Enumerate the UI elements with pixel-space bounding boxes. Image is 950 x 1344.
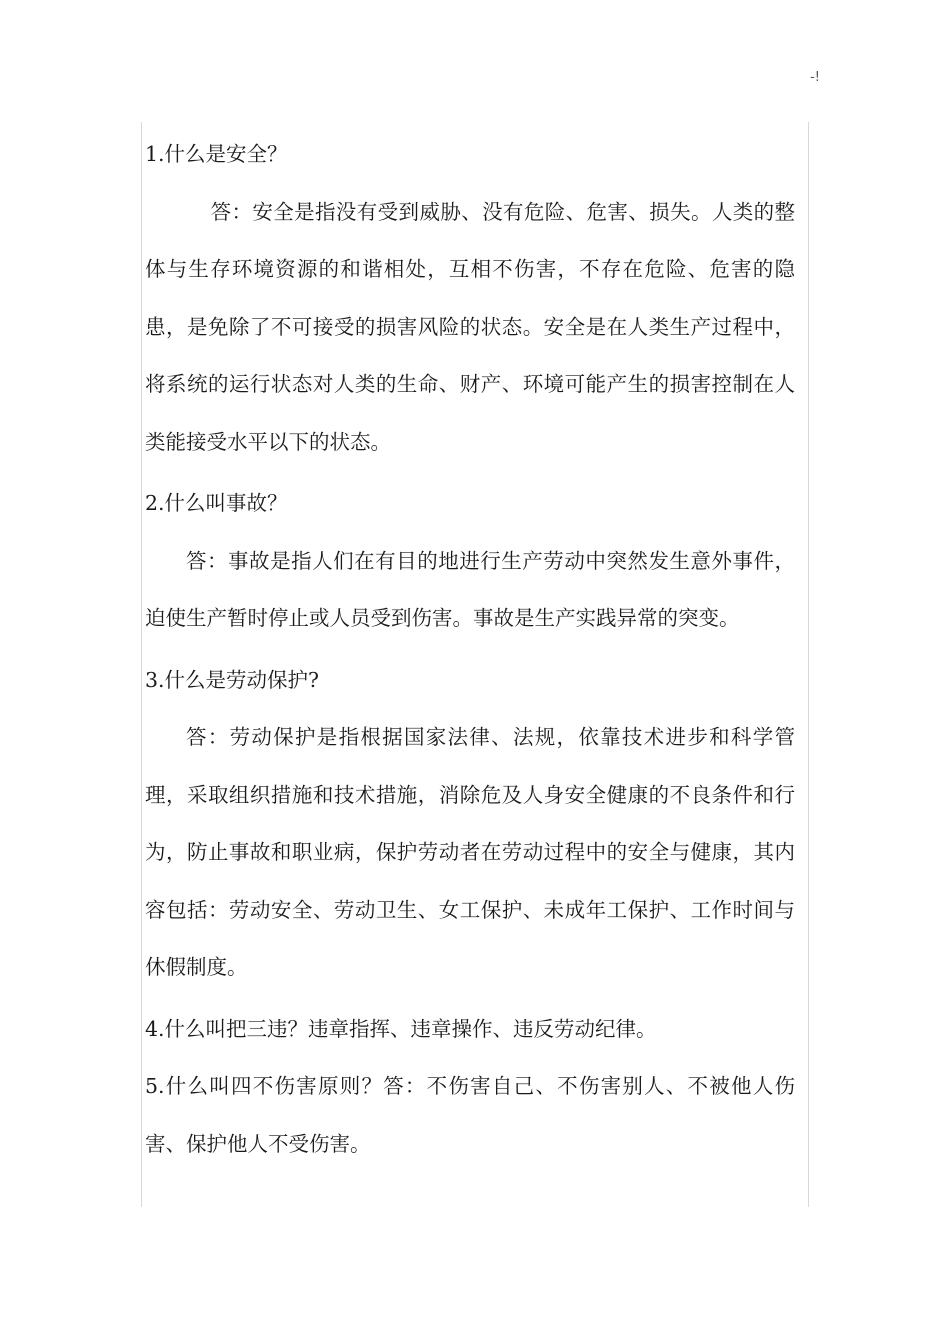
- question-4: 4.什么叫把三违？违章指挥、违章操作、违反劳动纪律。: [145, 1016, 657, 1041]
- document-frame: [141, 122, 809, 1207]
- question-2: 2.什么叫事故？: [145, 491, 288, 515]
- answer-2: 答：事故是指人们在有目的地进行生产劳动中突然发生意外事件，迫使生产暂时停止或人员受到伤害。事故是生产实践异常的突变。: [145, 548, 795, 630]
- question-5: 5.什么叫四不伤害原则？答：不伤害自己、不伤害别人、不被他人伤害、保护他人不受伤害。: [145, 1074, 795, 1156]
- page-mark: -!: [810, 70, 820, 85]
- question-3: 3.什么是劳动保护?: [145, 667, 320, 692]
- document-body: [145, 122, 795, 1173]
- answer-1: 答：安全是指没有受到威胁、没有危险、危害、损失。人类的整体与生存环境资源的和谐相处，互相不伤害，不存在危险、危害的隐患，是免除了不可接受的损害风险的状态。安全是在人类生产过程中，将系统的运行状态对人类的生命、财产、环境可能产生的损害控制在人类能接受水平以下的状态。: [145, 199, 795, 454]
- answer-3: 答：劳动保护是指根据国家法律、法规，依靠技术进步和科学管理，采取组织措施和技术措施，消除危及人身安全健康的不良条件和行为，防止事故和职业病，保护劳动者在劳动过程中的安全与健康，其内容包括：劳动安全、劳动卫生、女工保护、未成年工保护、工作时间与休假制度。: [145, 725, 795, 979]
- question-1: 1.什么是安全？: [145, 142, 288, 166]
